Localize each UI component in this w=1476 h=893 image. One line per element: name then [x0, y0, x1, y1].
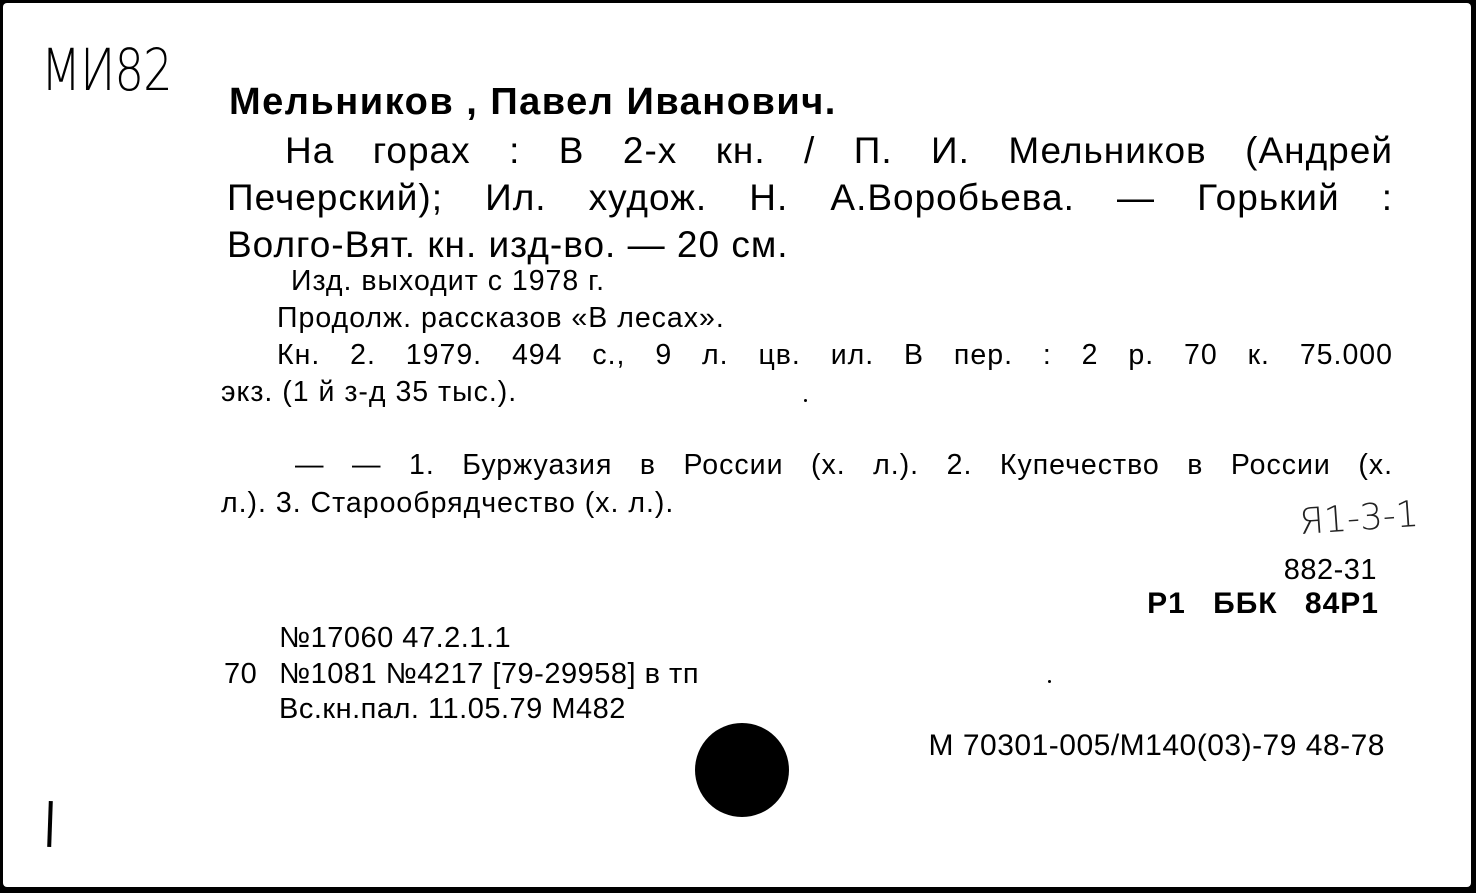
handwritten-class-mark: Я1-3-1 — [1297, 493, 1420, 544]
author-heading: Мельников , Павел Иванович. — [229, 81, 837, 123]
notes-block — [221, 263, 1393, 411]
title-description — [227, 127, 1393, 268]
registration-line-2: №1081 №4217 [79-29958] в тп — [279, 658, 700, 690]
title-line-2: Печерский); Ил. худож. Н. А.Воробьева. — Горький : — [227, 177, 1393, 218]
title-line-1: На горах : В 2-х кн. / П. И. Мельников (Андрей — [285, 130, 1393, 171]
note-line-3: Кн. 2. 1979. 494 с., 9 л. цв. ил. В пер. : 2 р. 70 к. 75.000 — [277, 339, 1393, 371]
registration-line-1: №17060 47.2.1.1 — [279, 622, 512, 654]
card-punch-hole — [695, 723, 789, 817]
bbk-code: Р1 ББК 84Р1 — [1147, 587, 1379, 620]
publication-index: М 70301-005/М140(03)-79 48-78 — [928, 729, 1385, 762]
speck-dot — [804, 399, 807, 402]
speck-dot — [1048, 680, 1051, 683]
note-line-2: Продолж. рассказов «В лесах». — [277, 302, 725, 334]
registration-line-3: Вс.кн.пал. 11.05.79 М482 — [279, 693, 626, 725]
subject-line-2: л.). 3. Старообрядчество (х. л.). — [221, 487, 675, 519]
subject-headings — [221, 446, 1393, 522]
note-line-1: Изд. выходит с 1978 г. — [291, 265, 606, 297]
title-line-3: Волго-Вят. кн. изд-во. — 20 см. — [227, 224, 789, 265]
margin-pencil-mark — [47, 801, 53, 847]
catalog-card — [3, 3, 1471, 887]
class-number: 882-31 — [1283, 554, 1377, 586]
registration-prefix: 70 — [224, 658, 258, 690]
subject-line-1: — — 1. Буржуазия в России (х. л.). 2. Купечество в России (х. — [295, 449, 1393, 481]
handwritten-call-mark: МИ82 — [41, 36, 172, 104]
note-line-4: экз. (1 й з-д 35 тыс.). — [221, 376, 518, 408]
